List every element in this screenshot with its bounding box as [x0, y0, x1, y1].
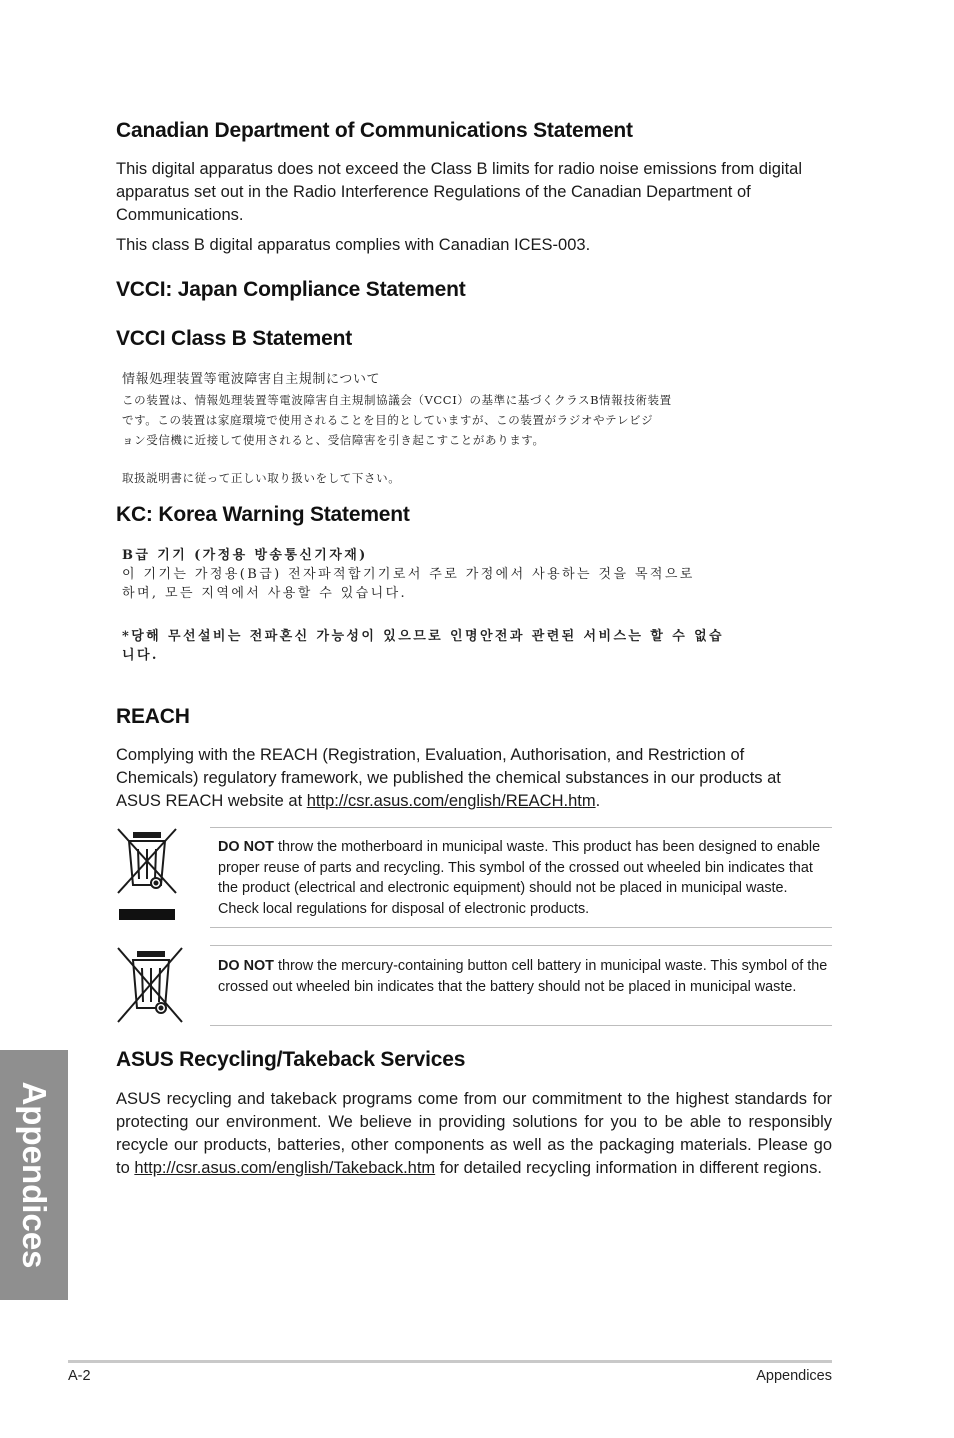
- notice-divider: [210, 927, 832, 928]
- page-number: A-2: [68, 1368, 91, 1384]
- footer-divider: [68, 1360, 832, 1363]
- crossed-out-wheeled-bin-icon: [116, 946, 186, 1029]
- kc-line: *당해 무선설비는 전파혼신 가능성이 있으므로 인명안전과 관련된 서비스는 할 수 없습: [122, 629, 724, 644]
- notice-motherboard: [218, 837, 830, 919]
- notice-divider: [210, 945, 832, 946]
- canadian-heading: Canadian Department of Communications Statement: [116, 119, 633, 142]
- side-tab: [0, 1050, 68, 1300]
- reach-link[interactable]: http://csr.asus.com/english/REACH.htm: [306, 792, 596, 810]
- reach-paragraph: [116, 744, 816, 813]
- vcci-line: この装置は、情報処理装置等電波障害自主規制協議会（VCCI）の基準に基づくクラスB情報技術装置: [122, 393, 672, 407]
- vcci-heading: VCCI: Japan Compliance Statement: [116, 278, 466, 301]
- kc-line: 이 기기는 가정용(B급) 전자파적합기기로서 주로 가정에서 사용하는 것을 목적으로: [122, 567, 695, 582]
- reach-text: Complying with the REACH (Registration, Evaluation, Authorisation, and Restriction of Chemicals) regulatory framework, we published the chemical substances in our products at ASUS REACH website at: [116, 746, 781, 810]
- canadian-paragraph-1: This digital apparatus does not exceed the Class B limits for radio noise emissions from digital apparatus set out in the Radio Interference Regulations of the Canadian Department of Communications.: [116, 160, 802, 224]
- notice-divider: [210, 827, 832, 828]
- footer-section: Appendices: [756, 1368, 832, 1384]
- vcci-japanese-statement: [122, 370, 672, 488]
- vcci-line: です。この装置は家庭環境で使用されることを目的としていますが、この装置がラジオやテレビジ: [122, 413, 654, 427]
- vcci-class-b-heading: VCCI Class B Statement: [116, 327, 353, 350]
- kc-line: 니다.: [122, 648, 159, 663]
- takeback-link[interactable]: http://csr.asus.com/english/Takeback.htm: [134, 1159, 436, 1177]
- recycling-heading: ASUS Recycling/Takeback Services: [116, 1048, 466, 1071]
- notice-emphasis: DO NOT: [218, 958, 274, 974]
- reach-heading: REACH: [116, 705, 190, 728]
- reach-text-end: .: [595, 792, 601, 810]
- notice-battery: [218, 956, 830, 997]
- notice-divider: [210, 1025, 832, 1026]
- recycling-paragraph: [116, 1088, 832, 1180]
- kc-line: 하며, 모든 지역에서 사용할 수 있습니다.: [122, 586, 408, 601]
- vcci-line: 取扱説明書に従って正しい取り扱いをして下さい。: [122, 471, 401, 485]
- vcci-line: 情報処理装置等電波障害自主規制について: [122, 372, 381, 387]
- kc-heading: KC: Korea Warning Statement: [116, 503, 410, 526]
- kc-line: B급 기기 (가정용 방송통신기자재): [122, 548, 368, 563]
- side-tab-label: Appendices: [16, 1081, 53, 1269]
- recycling-text: ASUS recycling and takeback programs come from our commitment to the highest standards for protecting our environment. We believe in providing solutions for you to be able to responsibly recycle our products, batteries, other components as well as the packaging materials. Please go to: [116, 1090, 832, 1177]
- recycling-text-end: for detailed recycling information in different regions.: [435, 1159, 822, 1177]
- notice-text: throw the motherboard in municipal waste. This product has been designed to enable proper reuse of parts and recycling. This symbol of the crossed out wheeled bin indicates that the product (electrical and electronic equipment) should not be placed in municipal waste. Check local regulations for disposal of electronic products.: [218, 839, 821, 917]
- crossed-out-wheeled-bin-icon: [116, 827, 178, 928]
- notice-text: throw the mercury-containing button cell battery in municipal waste. This symbol of the crossed out wheeled bin indicates that the battery should not be placed in municipal waste.: [218, 958, 828, 995]
- kc-korean-statement: [122, 546, 724, 665]
- vcci-line: ョン受信機に近接して使用されると、受信障害を引き起こすことがあります。: [122, 433, 545, 447]
- canadian-paragraph-2: This class B digital apparatus complies with Canadian ICES-003.: [116, 236, 591, 254]
- notice-emphasis: DO NOT: [218, 839, 274, 855]
